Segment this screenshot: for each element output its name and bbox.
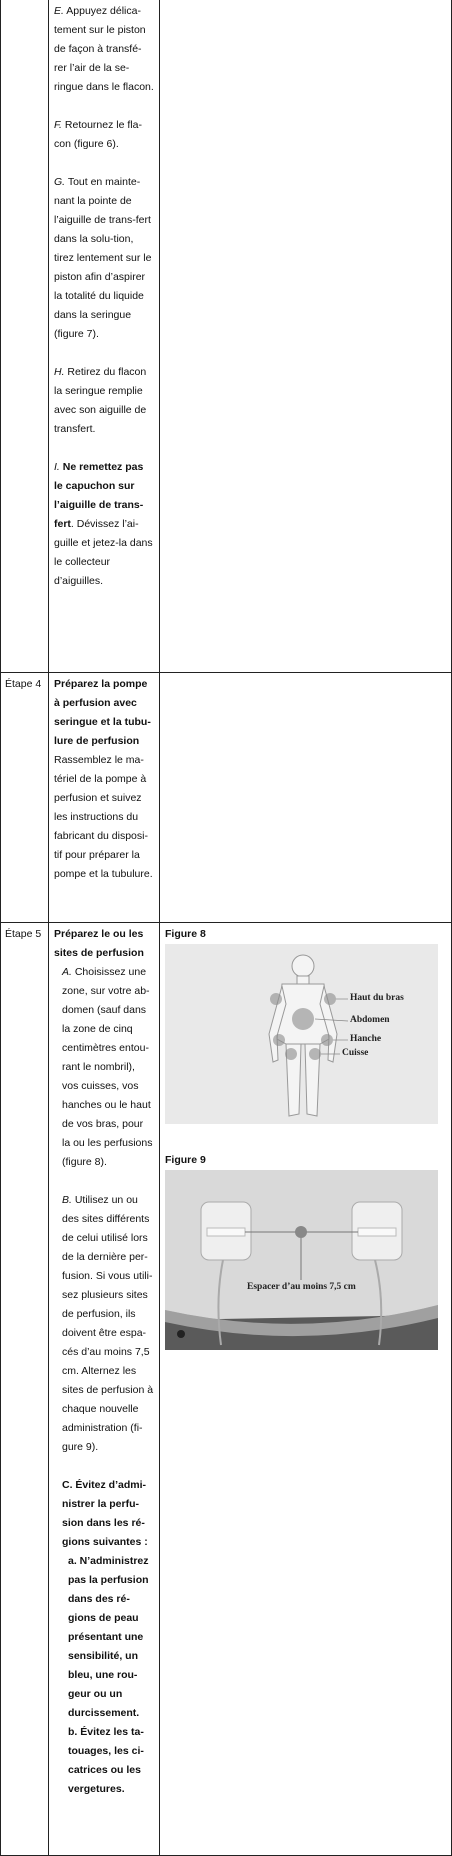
- step5-item-a: A. Choisissez une zone, sur votre ab-domen (sauf dans la zone de cinq centimètres entou-rant le nombril), vos cuisses, vos hanches ou le haut de vos bras, pour la ou les perfusions (figure 8).: [62, 966, 153, 1168]
- label-spacing: Espacer d’au moins 7,5 cm: [247, 1282, 356, 1292]
- label-abdomen: Abdomen: [350, 1015, 390, 1025]
- step3-continuation: [54, 2, 154, 610]
- step4-text: Rassemblez le ma-tériel de la pompe à perfusion et suivez les instructions du fabricant du disposi-tif pour préparer la pompe et la tubulure.: [54, 754, 153, 880]
- label-cuisse: Cuisse: [342, 1048, 369, 1058]
- item-f: F. Retournez le fla-con (figure 6).: [54, 119, 142, 150]
- label-haut-du-bras: Haut du bras: [350, 993, 404, 1003]
- step4-label: Étape 4: [5, 678, 42, 690]
- figure9-title: Figure 9: [165, 1154, 206, 1166]
- item-g: G. Tout en mainte-nant la pointe de l’aiguille de trans-fert dans la solu-tion, tirez lentement sur le piston afin d’aspirer la totalité du liquide dans la seringue (figure 7).: [54, 176, 152, 340]
- figure9-image: [165, 1170, 438, 1350]
- step5-item-c: C. Évitez d’admi-nistrer la perfu-sion dans les ré-gions suivantes :: [62, 1479, 148, 1548]
- step5-item-b: B. Utilisez un ou des sites différents de celui utilisé lors de la dernière per-fusion. Si vous utili-sez plusieurs sites de perfusion, ils doivent être espa-cés d’au moins 7,5 cm. Alternez les sites de perfusion à chaque nouvelle administration (fi-gure 9).: [62, 1194, 154, 1453]
- body-diagram: [165, 944, 438, 1124]
- figure8-title: Figure 8: [165, 928, 206, 940]
- item-h: H. Retirez du flacon la seringue remplie avec son aiguille de transfert.: [54, 366, 147, 435]
- step5-label: Étape 5: [5, 928, 42, 940]
- infusion-sites-photo: [165, 1170, 438, 1350]
- step5-item-c-a: a. N’administrez pas la perfusion dans des ré-gions de peau présentant une sensibilité, un bleu, une rou-geur ou un durcissement.: [68, 1555, 149, 1719]
- label-hanche: Hanche: [350, 1034, 382, 1044]
- step5-content: [54, 925, 154, 1799]
- step4-title: Préparez la pompe à perfusion avec seringue et la tubu-lure de perfusion: [54, 678, 151, 747]
- item-e: E. Appuyez délica-tement sur le piston de façon à transfé-rer l’air de la se-ringue dans le flacon.: [54, 5, 154, 93]
- step5-item-c-b: b. Évitez les ta-touages, les ci-catrices ou les vergetures.: [68, 1726, 144, 1795]
- step5-title: Préparez le ou les sites de perfusion: [54, 928, 144, 959]
- item-i: I. Ne remettez pas le capuchon sur l’aiguille de trans-fert. Dévissez l’ai-guille et jetez-la dans le collecteur d’aiguilles.: [54, 461, 153, 587]
- step4-content: [54, 675, 154, 884]
- figure8-image: [165, 944, 438, 1124]
